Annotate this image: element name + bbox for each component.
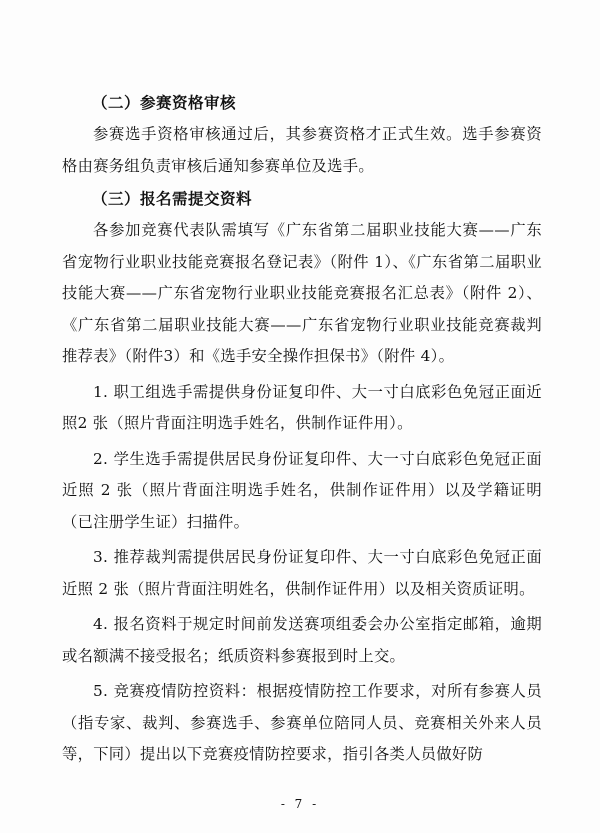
list-item-worker-contestant: 1. 职工组选手需提供身份证复印件、大一寸白底彩色免冠正面近照2 张（照片背面注明选手姓名，供制作证件用）。 [62,382,542,432]
page-number: - 7 - [280,797,320,811]
document-body [62,88,542,771]
list-item-recommended-judge: 3. 推荐裁判需提供居民身份证复印件、大一寸白底彩色免冠正面近照 2 张（照片背面注明姓名，供制作证件用）以及相关资质证明。 [62,548,542,598]
section-heading-registration-materials: （三）报名需提交资料 [92,190,253,208]
list-item-epidemic-control: 5. 竞赛疫情防控资料：根据疫情防控工作要求，对所有参赛人员（指专家、裁判、参赛选手、参赛单位陪同人员、竞赛相关外来人员等，下同）提出以下竞赛疫情防控要求，指引各类人员做好防 [62,682,542,763]
list-item-submission-deadline: 4. 报名资料于规定时间前发送赛项组委会办公室指定邮箱，逾期或名额满不接受报名；纸质资料参赛报到时上交。 [62,615,542,665]
section-heading-eligibility-review: （二）参赛资格审核 [92,94,237,112]
paragraph-registration-intro: 各参加竞赛代表队需填写《广东省第二届职业技能大赛——广东省宠物行业职业技能竞赛报名登记表》（附件 1）、《广东省第二届职业技能大赛——广东省宠物行业职业技能竞赛报名汇总表》（附件 2）、《广东省第二届职业技能大赛——广东省宠物行业职业技能竞赛裁判推荐表》（附件3）和《选手安全操作担保书》（附件 4）。 [62,221,542,365]
paragraph-eligibility-review: 参赛选手资格审核通过后，其参赛资格才正式生效。选手参赛资格由赛务组负责审核后通知参赛单位及选手。 [62,125,542,175]
list-item-student-contestant: 2. 学生选手需提供居民身份证复印件、大一寸白底彩色免冠正面近照 2 张（照片背面注明选手姓名，供制作证件用）以及学籍证明（已注册学生证）扫描件。 [62,449,542,531]
